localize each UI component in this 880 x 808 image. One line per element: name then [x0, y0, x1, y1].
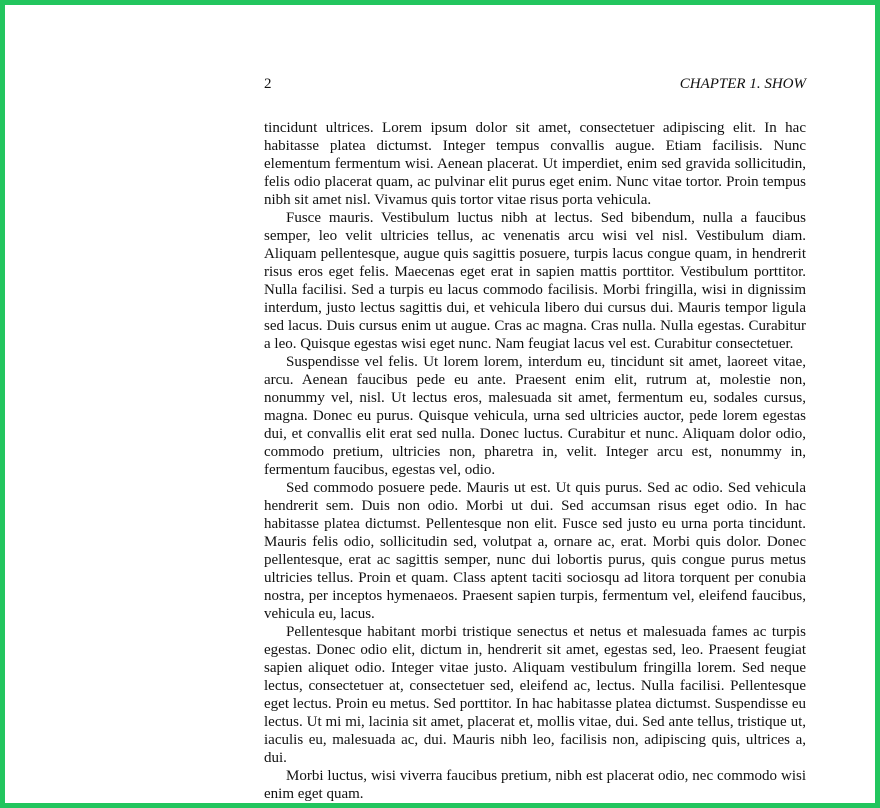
page-number: 2	[264, 76, 272, 92]
paragraph: Pellentesque habitant morbi tristique senectus et netus et malesuada fames ac turpis egestas. Donec odio elit, dictum in, hendrerit sit amet, egestas sed, leo. Praesent feugiat sapien aliquet odio. Integer vitae justo. Aliquam vestibulum fringilla lorem. Sed neque lectus, consectetuer at, consectetuer sed, eleifend ac, lectus. Nulla facilisi. Pellentesque eget lectus. Proin eu metus. Sed porttitor. In hac habitasse platea dictumst. Suspendisse eu lectus. Ut mi mi, lacinia sit amet, placerat et, mollis vitae, dui. Sed ante tellus, tristique ut, iaculis eu, malesuada ac, dui. Mauris nibh leo, facilisis non, adipiscing quis, ultrices a, dui.	[264, 624, 806, 766]
paragraph: Suspendisse vel felis. Ut lorem lorem, interdum eu, tincidunt sit amet, laoreet vitae, arcu. Aenean faucibus pede eu ante. Praesent enim elit, rutrum at, molestie non, nonummy vel, nisl. Ut lectus eros, malesuada sit amet, fermentum eu, sodales cursus, magna. Donec eu purus. Quisque vehicula, urna sed ultricies auctor, pede lorem egestas dui, et convallis elit erat sed nulla. Donec luctus. Curabitur et nunc. Aliquam dolor odio, commodo pretium, ultricies non, pharetra in, velit. Integer arcu est, nonummy in, fermentum faucibus, egestas vel, odio.	[264, 354, 806, 478]
body-text	[264, 119, 806, 803]
chapter-title: CHAPTER 1. SHOW	[679, 76, 806, 92]
document-page	[264, 75, 806, 803]
running-header	[264, 75, 806, 93]
paragraph: tincidunt ultrices. Lorem ipsum dolor sit amet, consectetuer adipiscing elit. In hac habitasse platea dictumst. Integer tempus convallis augue. Etiam facilisis. Nunc elementum fermentum wisi. Aenean placerat. Ut imperdiet, enim sed gravida sollicitudin, felis odio placerat quam, ac pulvinar elit purus eget enim. Nunc vitae tortor. Proin tempus nibh sit amet nisl. Vivamus quis tortor vitae risus porta vehicula.	[264, 120, 806, 208]
paragraph: Morbi luctus, wisi viverra faucibus pretium, nibh est placerat odio, nec commodo wisi enim eget quam.	[264, 768, 806, 802]
paragraph: Fusce mauris. Vestibulum luctus nibh at lectus. Sed bibendum, nulla a faucibus semper, leo velit ultricies tellus, ac venenatis arcu wisi vel nisl. Vestibulum diam. Aliquam pellentesque, augue quis sagittis posuere, turpis lacus congue quam, in hendrerit risus eros eget felis. Maecenas eget erat in sapien mattis porttitor. Vestibulum porttitor. Nulla facilisi. Sed a turpis eu lacus commodo facilisis. Morbi fringilla, wisi in dignissim interdum, justo lectus sagittis dui, et vehicula libero dui cursus dui. Mauris tempor ligula sed lacus. Duis cursus enim ut augue. Cras ac magna. Cras nulla. Nulla egestas. Curabitur a leo. Quisque egestas wisi eget nunc. Nam feugiat lacus vel est. Curabitur consectetuer.	[264, 210, 806, 352]
paragraph: Sed commodo posuere pede. Mauris ut est. Ut quis purus. Sed ac odio. Sed vehicula hendrerit sem. Duis non odio. Morbi ut dui. Sed accumsan risus eget odio. In hac habitasse platea dictumst. Pellentesque non elit. Fusce sed justo eu urna porta tincidunt. Mauris felis odio, sollicitudin sed, volutpat a, ornare ac, erat. Morbi quis dolor. Donec pellentesque, erat ac sagittis semper, nunc dui lobortis purus, quis congue purus metus ultricies tellus. Proin et quam. Class aptent taciti sociosqu ad litora torquent per conubia nostra, per inceptos hymenaeos. Praesent sapien turpis, fermentum vel, eleifend faucibus, vehicula eu, lacus.	[264, 480, 806, 622]
